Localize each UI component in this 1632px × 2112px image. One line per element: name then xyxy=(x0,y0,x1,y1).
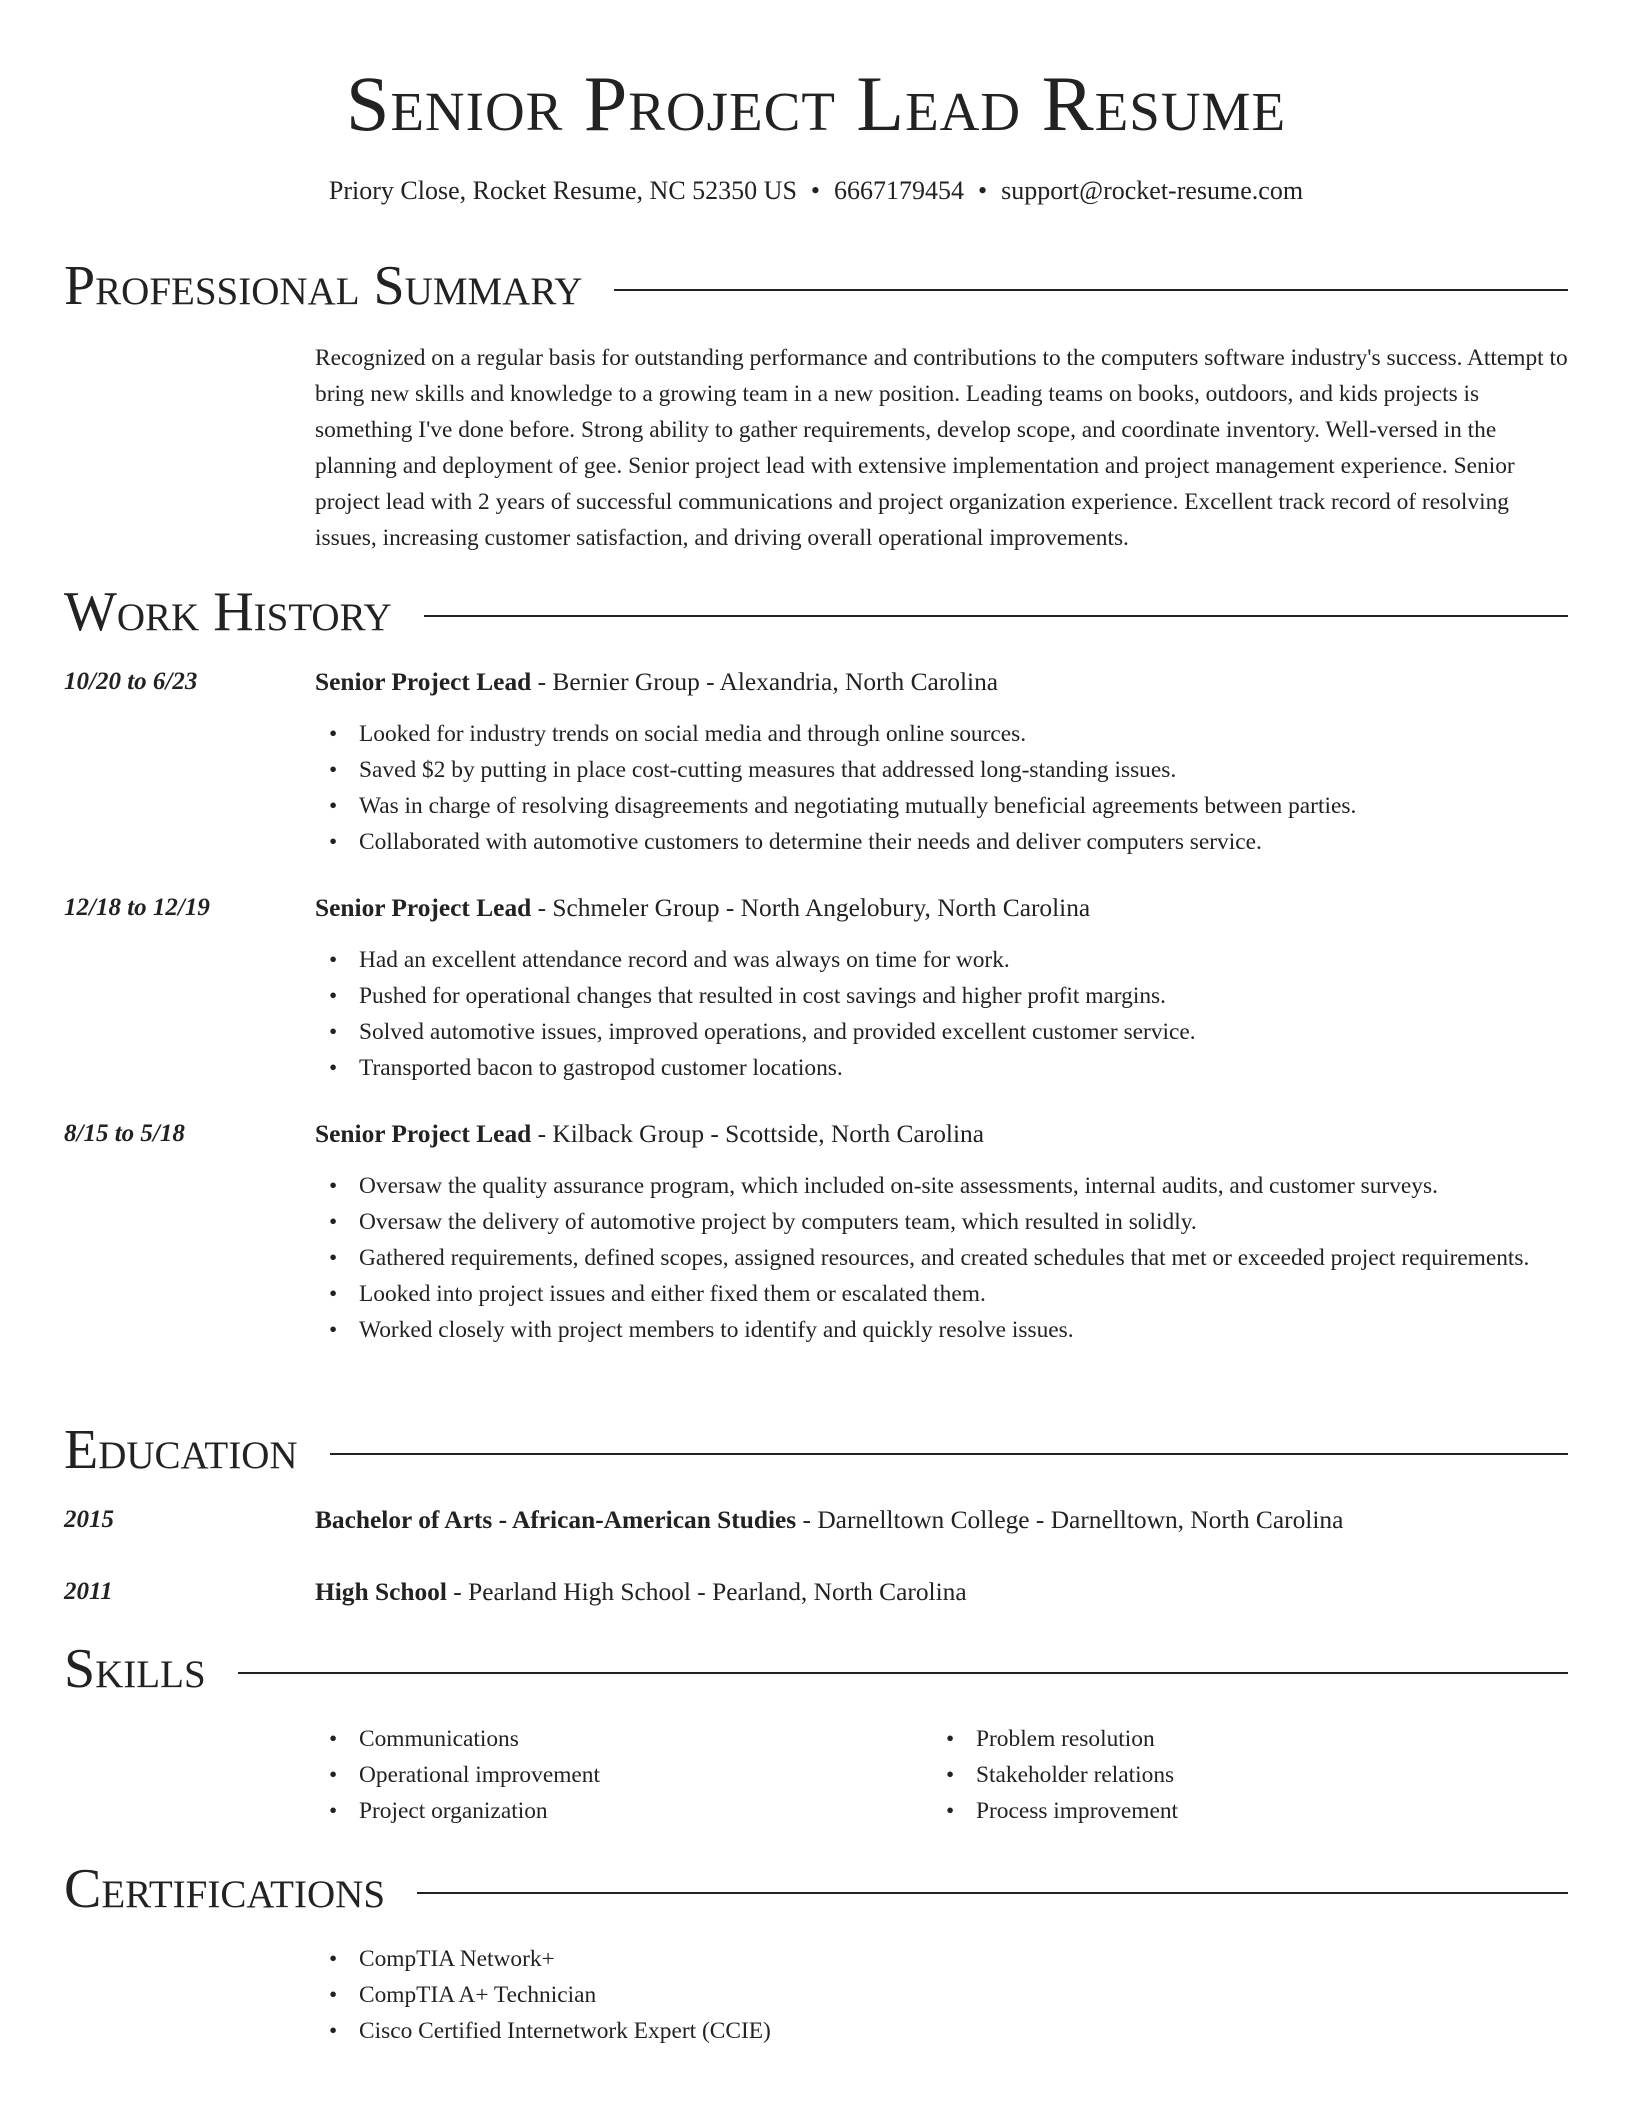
contact-email: support@rocket-resume.com xyxy=(1001,176,1304,205)
education-entry xyxy=(64,1574,1568,1610)
certification-item: • CompTIA Network+ xyxy=(359,1941,1568,1977)
skill-item: • Operational improvement xyxy=(359,1757,932,1793)
job-bullet: • Was in charge of resolving disagreements and negotiating mutually beneficial agreements between parties. xyxy=(359,788,1568,824)
section-divider xyxy=(424,615,1568,617)
summary-paragraph: Recognized on a regular basis for outstanding performance and contributions to the computers software industry's success. Attempt to bring new skills and knowledge to a growing team in a new position. Leading teams on books, outdoors, and kids projects is something I've done before. Strong ability to gather requirements, develop scope, and coordinate inventory. Well-versed in the planning and deployment of gee. Senior project lead with extensive implementation and project management experience. Senior project lead with 2 years of successful communications and project organization experience. Excellent track record of resolving issues, increasing customer satisfaction, and driving overall operational improvements. xyxy=(315,345,1568,551)
job-title: Senior Project Lead xyxy=(315,668,532,696)
certification-item: • Cisco Certified Internetwork Expert (CCIE) xyxy=(359,2013,1568,2049)
section-divider xyxy=(614,289,1568,291)
skills-header xyxy=(64,1637,1568,1701)
skill-item: • Project organization xyxy=(359,1793,932,1829)
certifications-list xyxy=(315,1941,1568,2049)
skills-list-left xyxy=(315,1721,932,1829)
contact-phone: 6667179454 xyxy=(834,176,965,205)
education-entry xyxy=(64,1502,1568,1538)
job-heading xyxy=(315,1116,1568,1152)
education-details: - Pearland High School - Pearland, North Carolina xyxy=(446,1578,967,1606)
education-degree: Bachelor of Arts - African-American Studies xyxy=(315,1506,797,1534)
job-details: - Schmeler Group - North Angelobury, North Carolina xyxy=(531,894,1091,922)
job-heading xyxy=(315,890,1568,926)
job-title: Senior Project Lead xyxy=(315,894,532,922)
summary-section xyxy=(64,254,1568,556)
skills-heading: Skills xyxy=(64,1638,206,1700)
work-history-header xyxy=(64,580,1568,644)
job-bullet: • Had an excellent attendance record and was always on time for work. xyxy=(359,942,1568,978)
job-bullets xyxy=(315,942,1568,1086)
job-heading xyxy=(315,664,1568,700)
job-bullet: • Transported bacon to gastropod customer locations. xyxy=(359,1050,1568,1086)
section-divider xyxy=(417,1892,1568,1894)
job-bullet: • Looked into project issues and either fixed them or escalated them. xyxy=(359,1276,1568,1312)
job-entry xyxy=(64,890,1568,1086)
job-dates: 10/20 to 6/23 xyxy=(64,668,198,695)
job-dates: 8/15 to 5/18 xyxy=(64,1120,185,1147)
job-bullet: • Looked for industry trends on social media and through online sources. xyxy=(359,716,1568,752)
job-details: - Kilback Group - Scottside, North Carolina xyxy=(531,1120,984,1148)
skill-item: • Process improvement xyxy=(976,1793,1549,1829)
contact-line xyxy=(64,174,1568,208)
summary-header xyxy=(64,254,1568,318)
job-bullet: • Worked closely with project members to identify and quickly resolve issues. xyxy=(359,1312,1568,1348)
contact-address: Priory Close, Rocket Resume, NC 52350 US xyxy=(328,176,797,205)
job-bullet: • Solved automotive issues, improved operations, and provided excellent customer service. xyxy=(359,1014,1568,1050)
job-entry xyxy=(64,1116,1568,1348)
job-bullet: • Gathered requirements, defined scopes, assigned resources, and created schedules that met or exceeded project requirements. xyxy=(359,1240,1568,1276)
education-section xyxy=(64,1418,1568,1610)
education-degree: High School xyxy=(315,1578,447,1606)
education-heading-line xyxy=(315,1574,1568,1610)
section-divider xyxy=(330,1453,1568,1455)
job-dates: 12/18 to 12/19 xyxy=(64,894,210,921)
skills-columns xyxy=(315,1721,1568,1829)
certifications-heading: Certifications xyxy=(64,1858,386,1920)
skills-section xyxy=(64,1637,1568,1829)
education-details: - Darnelltown College - Darnelltown, North Carolina xyxy=(796,1506,1344,1534)
job-bullets xyxy=(315,716,1568,860)
contact-separator: • xyxy=(810,176,821,205)
job-bullet: • Oversaw the quality assurance program, which included on-site assessments, internal audits, and customer surveys. xyxy=(359,1168,1568,1204)
job-bullet: • Collaborated with automotive customers to determine their needs and deliver computers service. xyxy=(359,824,1568,860)
job-bullet: • Pushed for operational changes that resulted in cost savings and higher profit margins. xyxy=(359,978,1568,1014)
education-year: 2011 xyxy=(64,1578,113,1605)
certifications-header xyxy=(64,1857,1568,1921)
education-header xyxy=(64,1418,1568,1482)
section-divider xyxy=(238,1672,1568,1674)
summary-heading: Professional Summary xyxy=(64,255,583,317)
certification-item: • CompTIA A+ Technician xyxy=(359,1977,1568,2013)
resume-title: Senior Project Lead Resume xyxy=(345,60,1287,147)
contact-separator: • xyxy=(978,176,988,205)
job-title: Senior Project Lead xyxy=(315,1120,532,1148)
skill-item: • Problem resolution xyxy=(976,1721,1549,1757)
skills-list-right xyxy=(932,1721,1549,1829)
skill-item: • Stakeholder relations xyxy=(976,1757,1549,1793)
education-year: 2015 xyxy=(64,1506,114,1533)
work-history-heading: Work History xyxy=(64,581,392,643)
job-details: - Bernier Group - Alexandria, North Carolina xyxy=(531,668,999,696)
education-heading: Education xyxy=(64,1419,298,1481)
work-history-section xyxy=(64,580,1568,1348)
skill-item: • Communications xyxy=(359,1721,932,1757)
job-bullets xyxy=(315,1168,1568,1348)
education-heading-line xyxy=(315,1502,1568,1538)
certifications-section xyxy=(64,1857,1568,2049)
job-entry xyxy=(64,664,1568,860)
job-bullet: • Oversaw the delivery of automotive project by computers team, which resulted in solidly. xyxy=(359,1204,1568,1240)
job-bullet: • Saved $2 by putting in place cost-cutting measures that addressed long-standing issues. xyxy=(359,752,1568,788)
